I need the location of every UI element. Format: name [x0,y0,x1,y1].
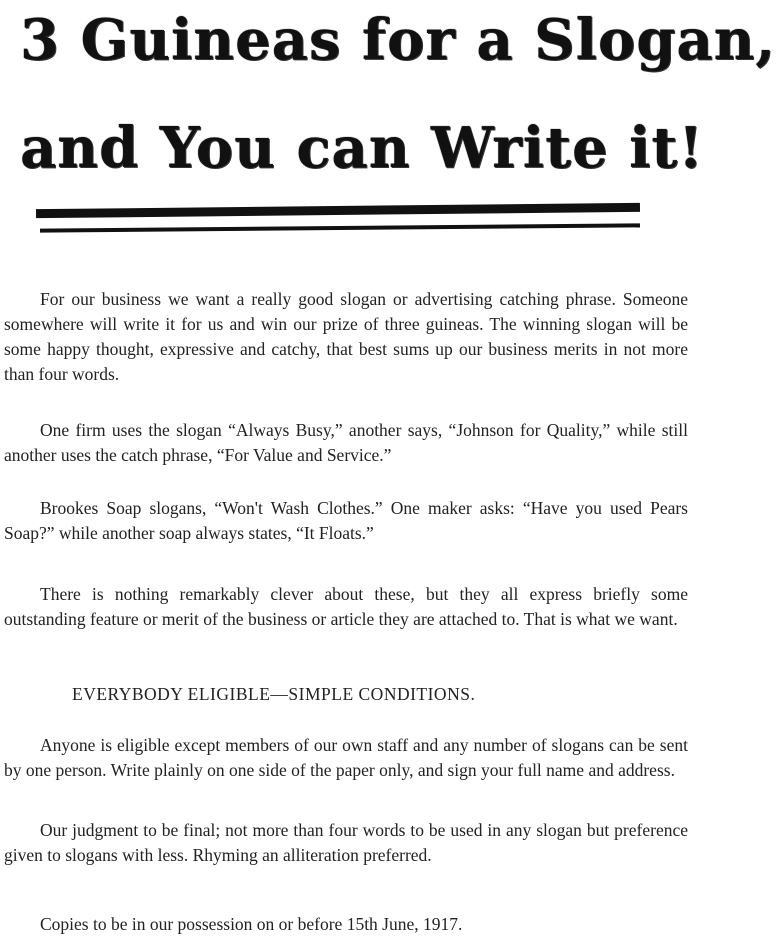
condition-judgment: Our judgment to be final; not more than four words to be used in any slogan but preference given to slogans with less. Rhyming an alliteration preferred. [4,820,688,865]
paragraph-examples-1: One firm uses the slogan “Always Busy,” another says, “Johnson for Quality,” while still another uses the catch phrase, “For Value and Service.” [4,420,688,465]
condition-deadline: Copies to be in our possession on or before 15th June, 1917. [40,914,463,934]
divider-thick [36,203,640,218]
paragraph-intro: For our business we want a really good slogan or advertising catching phrase. Someone somewhere will write it for us and win our prize of three guineas. The winning slogan will be some happy thought, expressive and catchy, that best sums up our business merits in not more than four words. [4,289,688,384]
condition-eligibility: Anyone is eligible except members of our own staff and any number of slogans can be sent by one person. Write plainly on one side of the paper only, and sign your full name and address. [4,735,688,780]
headline-line-2: and You can Write it! [20,115,704,181]
conditions-heading: EVERYBODY ELIGIBLE—SIMPLE CONDITIONS. [72,684,476,704]
divider-thin [40,223,640,232]
paragraph-explanation: There is nothing remarkably clever about these, but they all express briefly some outstanding feature or merit of the business or article they are attached to. That is what we want. [4,584,688,629]
paragraph-examples-2: Brookes Soap slogans, “Won't Wash Clothes.” One maker asks: “Have you used Pears Soap?” while another soap always states, “It Floats.” [4,498,688,543]
headline-line-1: 3 Guineas for a Slogan, [20,7,776,73]
